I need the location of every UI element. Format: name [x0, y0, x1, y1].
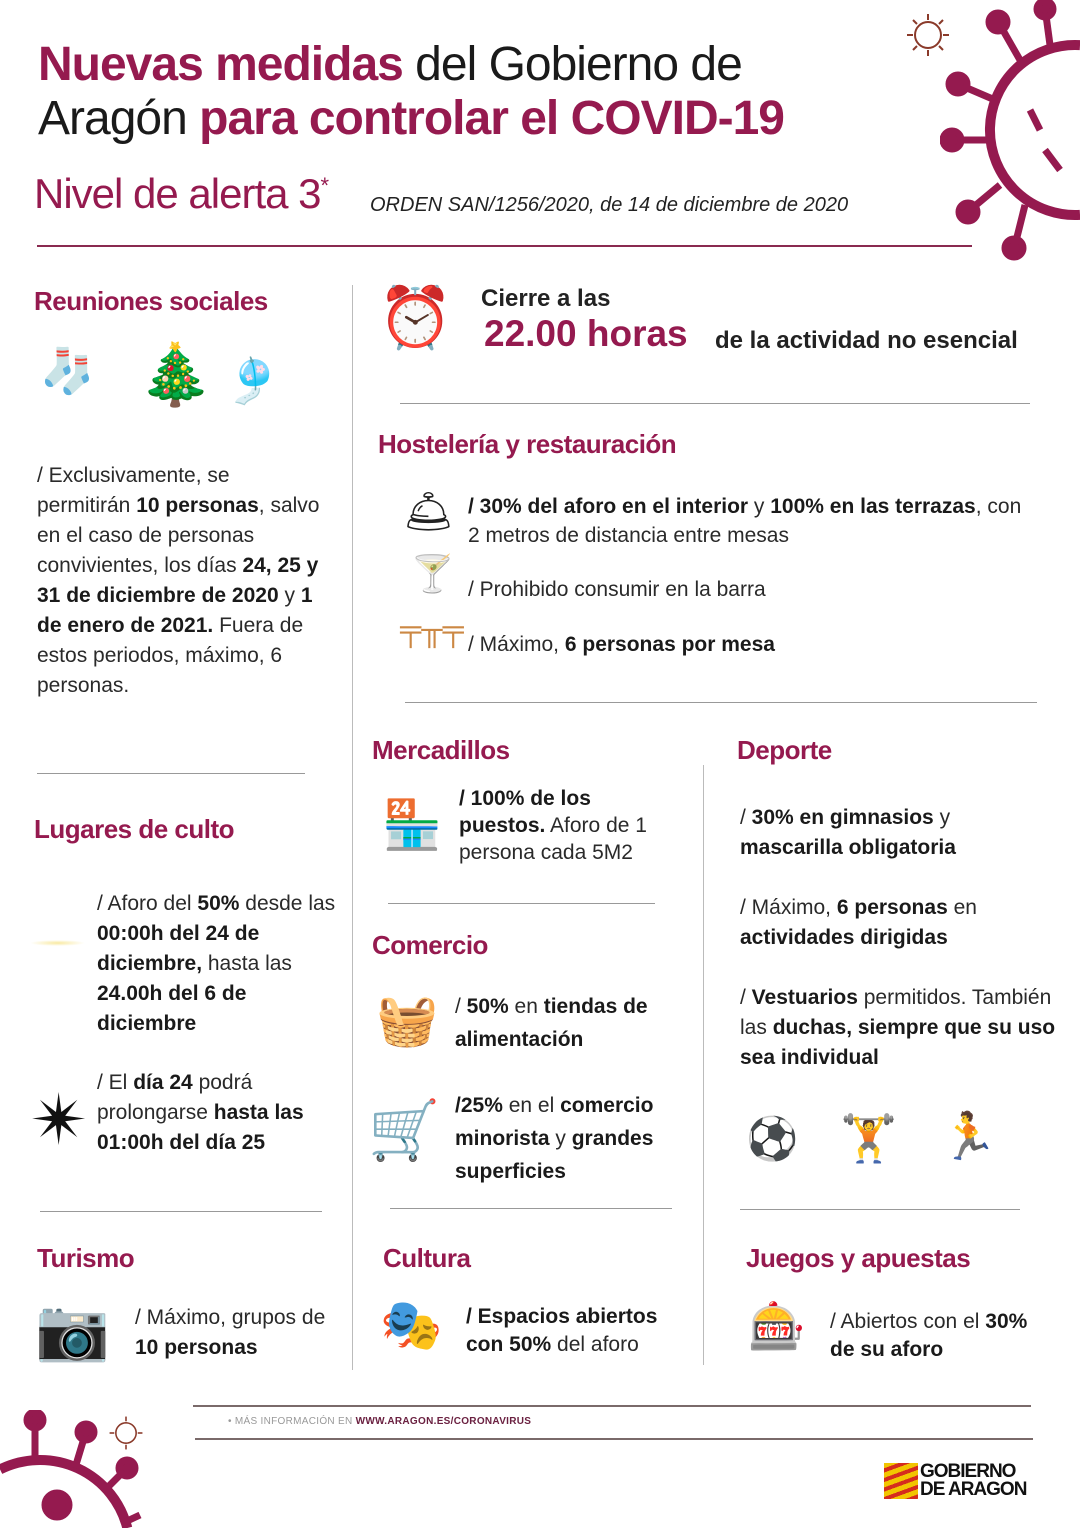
hosteleria-item-1	[468, 492, 1038, 550]
text: y	[748, 495, 771, 518]
comercio-item-1	[455, 990, 695, 1056]
text: / Máximo,	[740, 896, 837, 919]
deporte-item-2	[740, 893, 1050, 953]
divider	[40, 1211, 322, 1212]
text: en	[947, 896, 977, 919]
section-title-culto: Lugares de culto	[34, 814, 235, 844]
bold-text: grandes superficies	[455, 1127, 654, 1183]
aragon-flag-icon	[884, 1463, 918, 1499]
bold-text: para controlar el COVID-19	[199, 92, 784, 145]
small-virus-bottom-icon	[108, 1415, 144, 1451]
divider	[37, 773, 305, 774]
bold-text: 100% en las terrazas	[770, 495, 976, 518]
cierre-pre: Cierre a las	[481, 285, 611, 312]
divider	[390, 1208, 672, 1209]
more-info-link[interactable]: WWW.ARAGON.ES/CORONAVIRUS	[355, 1416, 532, 1427]
divider	[740, 1209, 1020, 1210]
text: Aragón	[38, 92, 200, 145]
section-title-reuniones: Reuniones sociales	[34, 286, 268, 316]
turismo-text	[135, 1303, 335, 1363]
more-info-label: MÁS INFORMACIÓN EN	[234, 1416, 353, 1427]
soccer-ball-icon: ⚽	[746, 1115, 799, 1162]
text: Fuera de estos periodos, máximo, 6 personas.	[37, 614, 304, 697]
text: desde las	[239, 892, 336, 915]
theater-masks-icon: 🎭	[380, 1297, 443, 1353]
text: hasta las	[202, 952, 292, 975]
divider	[400, 403, 1030, 404]
text: / Aforo del	[97, 892, 198, 915]
virus-decoration-icon	[940, 0, 1080, 270]
star-icon: ✴	[30, 1081, 89, 1159]
order-reference: ORDEN SAN/1256/2020, de 14 de diciembre de 2020	[370, 194, 849, 216]
text: / Máximo, grupos de	[135, 1306, 326, 1329]
weightlifting-icon: 🏋	[840, 1112, 898, 1164]
bold-text: 6 personas	[836, 896, 948, 919]
divider	[388, 903, 655, 904]
basket-icon: 🧺	[376, 992, 439, 1048]
gobierno-aragon-logo	[884, 1463, 1026, 1499]
title-line-2	[38, 92, 784, 146]
runner-icon: 🏃	[940, 1110, 998, 1162]
culto-item-2	[97, 1068, 342, 1158]
text: / El	[97, 1071, 134, 1094]
deporte-item-3	[740, 983, 1060, 1073]
bold-text: 24.00h del 6 de diciembre	[97, 982, 247, 1035]
cultura-text	[466, 1303, 691, 1359]
bold-text: / 30% del aforo en el interior	[468, 495, 749, 518]
text: y	[278, 584, 301, 607]
bold-text: día 24	[133, 1071, 193, 1094]
market-stall-icon: 🏪	[382, 799, 442, 852]
text: /	[740, 806, 752, 829]
section-title-comercio: Comercio	[372, 930, 488, 960]
hosteleria-item-3	[468, 630, 1028, 660]
christmas-stocking-icon: 🧦	[40, 347, 95, 396]
bold-text: 6 personas por mesa	[564, 633, 775, 656]
camera-icon: 📷	[35, 1296, 110, 1363]
text: / Prohibido consumir en la barra	[468, 578, 766, 601]
bold-text: 10 personas	[135, 1336, 258, 1359]
bold-text: hasta las 01:00h del día 25	[97, 1101, 304, 1154]
column-divider-1	[352, 285, 353, 1370]
section-title-cultura: Cultura	[383, 1243, 471, 1273]
bold-text: 30% de su aforo	[830, 1310, 1028, 1361]
ornaments-icon: 🎐	[225, 357, 280, 406]
text: podrá prolongarse	[97, 1071, 253, 1124]
bold-text: / Espacios abiertos con 50%	[466, 1305, 658, 1356]
hosteleria-item-2	[468, 575, 1028, 605]
serving-tray-icon: 🛎	[403, 490, 454, 534]
bold-text: Vestuarios	[751, 986, 858, 1009]
text: /	[740, 986, 752, 1009]
text: / Máximo,	[468, 633, 565, 656]
footer-divider-top	[193, 1405, 1031, 1407]
section-title-juegos: Juegos y apuestas	[746, 1243, 971, 1273]
bold-text: /25%	[455, 1094, 503, 1117]
comercio-item-2	[455, 1089, 700, 1188]
section-title-deporte: Deporte	[737, 735, 832, 765]
bold-text: actividades dirigidas	[740, 926, 948, 949]
bold-text: mascarilla obligatoria	[740, 836, 956, 859]
christmas-tree-icon: 🎄	[138, 341, 213, 408]
alarm-clock-icon: ⏰	[378, 284, 453, 351]
text: Aforo de 1 persona cada 5M2	[459, 814, 647, 864]
bold-text: 30% en gimnasios	[751, 806, 934, 829]
text: y	[549, 1127, 572, 1150]
bold-text: tiendas de alimentación	[455, 995, 648, 1051]
shopping-cart-icon: 🛒	[368, 1098, 441, 1163]
text: , salvo en el caso de personas convivientes, los días	[37, 494, 320, 577]
alert-level	[34, 170, 328, 218]
bold-text: 50%	[466, 995, 509, 1018]
text: en	[508, 995, 544, 1018]
section-title-hosteleria: Hostelería y restauración	[378, 429, 677, 459]
text: permitidos. También las	[740, 986, 1052, 1039]
text: / Exclusivamente, se permitirán	[37, 464, 230, 517]
text: /	[455, 995, 467, 1018]
table-chairs-icon: ╤╥╤	[400, 613, 464, 646]
cocktail-icon: 🍸	[410, 553, 455, 594]
small-virus-icon	[905, 12, 951, 58]
text: en el	[502, 1094, 561, 1117]
text: / Abiertos con el	[830, 1310, 986, 1333]
bold-text: 1 de enero de 2021.	[37, 584, 313, 637]
glow-icon	[30, 940, 85, 946]
footer-divider-bottom	[195, 1438, 1033, 1440]
logo-line-2: DE ARAGON	[920, 1479, 1027, 1500]
culto-item-1	[97, 889, 347, 1039]
poker-chips-icon: 🎰	[748, 1300, 806, 1352]
deporte-item-1	[740, 803, 1050, 863]
bullet: •	[228, 1416, 235, 1427]
page-title	[38, 38, 784, 146]
bold-text: 24, 25 y 31 de diciembre de 2020	[37, 554, 319, 607]
bold-text: Nuevas medidas	[38, 38, 403, 91]
alert-asterisk: *	[320, 173, 329, 198]
text: , con 2 metros de distancia entre mesas	[468, 495, 1022, 547]
title-line-1	[38, 38, 784, 92]
bold-text: comercio minorista	[455, 1094, 654, 1150]
bold-text: 50%	[197, 892, 240, 915]
logo-line-1: GOBIERNO	[920, 1461, 1016, 1482]
juegos-text	[830, 1308, 1030, 1364]
divider	[405, 702, 1037, 703]
text: del Gobierno de	[402, 38, 742, 91]
bold-text: duchas, siempre que su uso sea individual	[740, 1016, 1056, 1069]
column-divider-2	[703, 765, 704, 1365]
reuniones-text	[37, 461, 322, 701]
alert-level-text: Nivel de alerta 3	[34, 170, 321, 217]
bold-text: 10 personas	[136, 494, 259, 517]
section-title-mercadillos: Mercadillos	[372, 735, 510, 765]
cierre-hour: 22.00 horas	[484, 313, 688, 354]
text: y	[933, 806, 951, 829]
more-info	[228, 1416, 531, 1427]
section-title-turismo: Turismo	[37, 1243, 135, 1273]
bold-text: 00:00h del 24 de diciembre,	[97, 922, 260, 975]
cierre-post: de la actividad no esencial	[715, 327, 1018, 354]
bold-text: / 100% de los puestos.	[459, 787, 591, 837]
mercadillos-text	[459, 785, 674, 866]
text: del aforo	[551, 1333, 639, 1356]
header-divider	[37, 245, 972, 247]
